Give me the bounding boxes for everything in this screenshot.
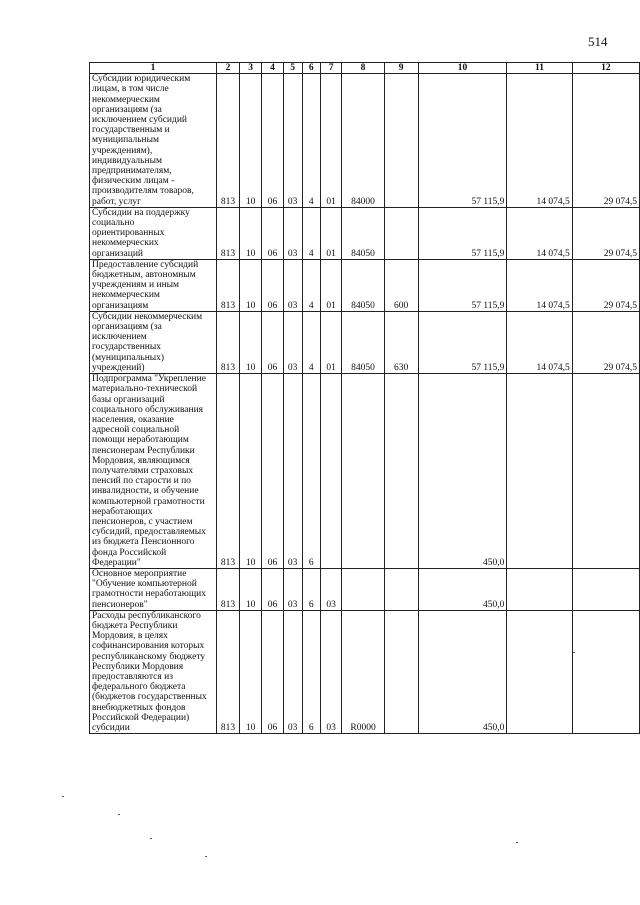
cell-amount-2 xyxy=(507,374,572,569)
cell-admin-code: 813 xyxy=(217,374,240,569)
cell-admin-code: 813 xyxy=(217,259,240,311)
cell-section: 10 xyxy=(239,610,261,733)
cell-amount-2 xyxy=(507,568,572,610)
cell-amount-2: 14 074,5 xyxy=(507,74,572,208)
cell-direction: 84050 xyxy=(342,311,384,373)
header-cell: 4 xyxy=(262,63,284,74)
cell-amount-1: 450,0 xyxy=(418,568,507,610)
header-cell: 11 xyxy=(507,63,572,74)
cell-amount-1: 450,0 xyxy=(418,610,507,733)
cell-admin-code: 813 xyxy=(217,207,240,259)
cell-amount-1: 57 115,9 xyxy=(418,74,507,208)
scan-speck xyxy=(62,796,64,797)
scan-speck xyxy=(516,842,518,843)
row-name: Основное мероприятие "Обучение компьютерной грамотности неработающих пенсионеров" xyxy=(90,568,217,610)
cell-measure: 01 xyxy=(320,74,342,208)
cell-direction: 84050 xyxy=(342,259,384,311)
cell-amount-3: 29 074,5 xyxy=(572,311,639,373)
cell-measure xyxy=(320,374,342,569)
header-cell: 7 xyxy=(320,63,342,74)
cell-amount-3 xyxy=(572,568,639,610)
cell-expense-type: 630 xyxy=(384,311,418,373)
cell-program: 03 xyxy=(283,311,302,373)
cell-section: 10 xyxy=(239,259,261,311)
cell-measure: 01 xyxy=(320,311,342,373)
cell-subprogram: 6 xyxy=(302,568,320,610)
header-cell: 1 xyxy=(90,63,217,74)
cell-program: 03 xyxy=(283,374,302,569)
table-row xyxy=(90,207,640,259)
row-name: Подпрограмма "Укрепление материально-технической базы организаций социального обслуживания населения, оказание адресной социальной помощи неработающим пенсионерам Республики Мордовия, являющимся получателями страховых пенсий по старости и по инвалидности, и обучение компьютерной грамотности неработающих пенсионеров, с участием субсидий, предоставляемых из бюджета Пенсионного фонда Российской Федерации" xyxy=(90,374,217,569)
table-row xyxy=(90,259,640,311)
header-cell: 3 xyxy=(239,63,261,74)
cell-section: 10 xyxy=(239,374,261,569)
cell-subsection: 06 xyxy=(262,374,284,569)
cell-amount-3 xyxy=(572,610,639,733)
cell-amount-3: 29 074,5 xyxy=(572,74,639,208)
cell-admin-code: 813 xyxy=(217,610,240,733)
cell-subsection: 06 xyxy=(262,610,284,733)
row-name: Субсидии юридическим лицам, в том числе некоммерческим организациям (за исключением субсидий государственным и муниципальным учреждениям), индивидуальным предпринимателям, физическим лицам - производителям товаров, работ, услуг xyxy=(90,74,217,208)
header-cell: 9 xyxy=(384,63,418,74)
header-cell: 12 xyxy=(572,63,639,74)
cell-amount-2: 14 074,5 xyxy=(507,259,572,311)
cell-subsection: 06 xyxy=(262,568,284,610)
cell-direction xyxy=(342,374,384,569)
header-row xyxy=(90,63,640,74)
cell-section: 10 xyxy=(239,207,261,259)
cell-subprogram: 4 xyxy=(302,311,320,373)
cell-expense-type xyxy=(384,568,418,610)
cell-amount-1: 57 115,9 xyxy=(418,259,507,311)
cell-admin-code: 813 xyxy=(217,74,240,208)
table-row xyxy=(90,374,640,569)
row-name: Предоставление субсидий бюджетным, автономным учреждениям и иным некоммерческим организациям xyxy=(90,259,217,311)
cell-amount-3 xyxy=(572,374,639,569)
cell-admin-code: 813 xyxy=(217,311,240,373)
cell-amount-2: 14 074,5 xyxy=(507,207,572,259)
table-row xyxy=(90,311,640,373)
cell-measure: 03 xyxy=(320,610,342,733)
cell-subsection: 06 xyxy=(262,74,284,208)
cell-expense-type xyxy=(384,207,418,259)
cell-program: 03 xyxy=(283,568,302,610)
cell-measure: 01 xyxy=(320,259,342,311)
table-row xyxy=(90,74,640,208)
scan-speck xyxy=(573,652,575,653)
scan-speck xyxy=(118,814,120,815)
cell-program: 03 xyxy=(283,610,302,733)
cell-direction xyxy=(342,568,384,610)
cell-program: 03 xyxy=(283,207,302,259)
cell-amount-2 xyxy=(507,610,572,733)
cell-section: 10 xyxy=(239,568,261,610)
cell-expense-type xyxy=(384,610,418,733)
budget-table xyxy=(89,62,640,734)
cell-direction: R0000 xyxy=(342,610,384,733)
cell-section: 10 xyxy=(239,74,261,208)
cell-subprogram: 4 xyxy=(302,207,320,259)
table-row xyxy=(90,568,640,610)
header-cell: 10 xyxy=(418,63,507,74)
cell-subprogram: 4 xyxy=(302,259,320,311)
cell-subsection: 06 xyxy=(262,259,284,311)
cell-expense-type xyxy=(384,74,418,208)
header-cell: 6 xyxy=(302,63,320,74)
cell-subsection: 06 xyxy=(262,207,284,259)
cell-amount-3: 29 074,5 xyxy=(572,259,639,311)
row-name: Расходы республиканского бюджета Республики Мордовия, в целях софинансирования которых республиканскому бюджету Республики Мордовия предоставляются из федерального бюджета (бюджетов государственных внебюджетных фондов Российской Федерации) субсидии xyxy=(90,610,217,733)
cell-subprogram: 6 xyxy=(302,374,320,569)
cell-measure: 03 xyxy=(320,568,342,610)
header-cell: 5 xyxy=(283,63,302,74)
cell-amount-2: 14 074,5 xyxy=(507,311,572,373)
cell-expense-type xyxy=(384,374,418,569)
header-cell: 2 xyxy=(217,63,240,74)
page-number: 514 xyxy=(588,34,608,49)
cell-measure: 01 xyxy=(320,207,342,259)
cell-amount-1: 450,0 xyxy=(418,374,507,569)
cell-direction: 84050 xyxy=(342,207,384,259)
cell-admin-code: 813 xyxy=(217,568,240,610)
cell-amount-3: 29 074,5 xyxy=(572,207,639,259)
cell-subsection: 06 xyxy=(262,311,284,373)
cell-subprogram: 6 xyxy=(302,610,320,733)
cell-program: 03 xyxy=(283,74,302,208)
table-row xyxy=(90,610,640,733)
cell-amount-1: 57 115,9 xyxy=(418,207,507,259)
row-name: Субсидии некоммерческим организациям (за исключением государственных (муниципальных) учреждений) xyxy=(90,311,217,373)
scan-speck xyxy=(205,856,207,857)
cell-amount-1: 57 115,9 xyxy=(418,311,507,373)
cell-program: 03 xyxy=(283,259,302,311)
row-name: Субсидии на поддержку социально ориентированных некоммерческих организаций xyxy=(90,207,217,259)
cell-expense-type: 600 xyxy=(384,259,418,311)
cell-section: 10 xyxy=(239,311,261,373)
cell-direction: 84000 xyxy=(342,74,384,208)
cell-subprogram: 4 xyxy=(302,74,320,208)
header-cell: 8 xyxy=(342,63,384,74)
scan-speck xyxy=(150,838,152,839)
